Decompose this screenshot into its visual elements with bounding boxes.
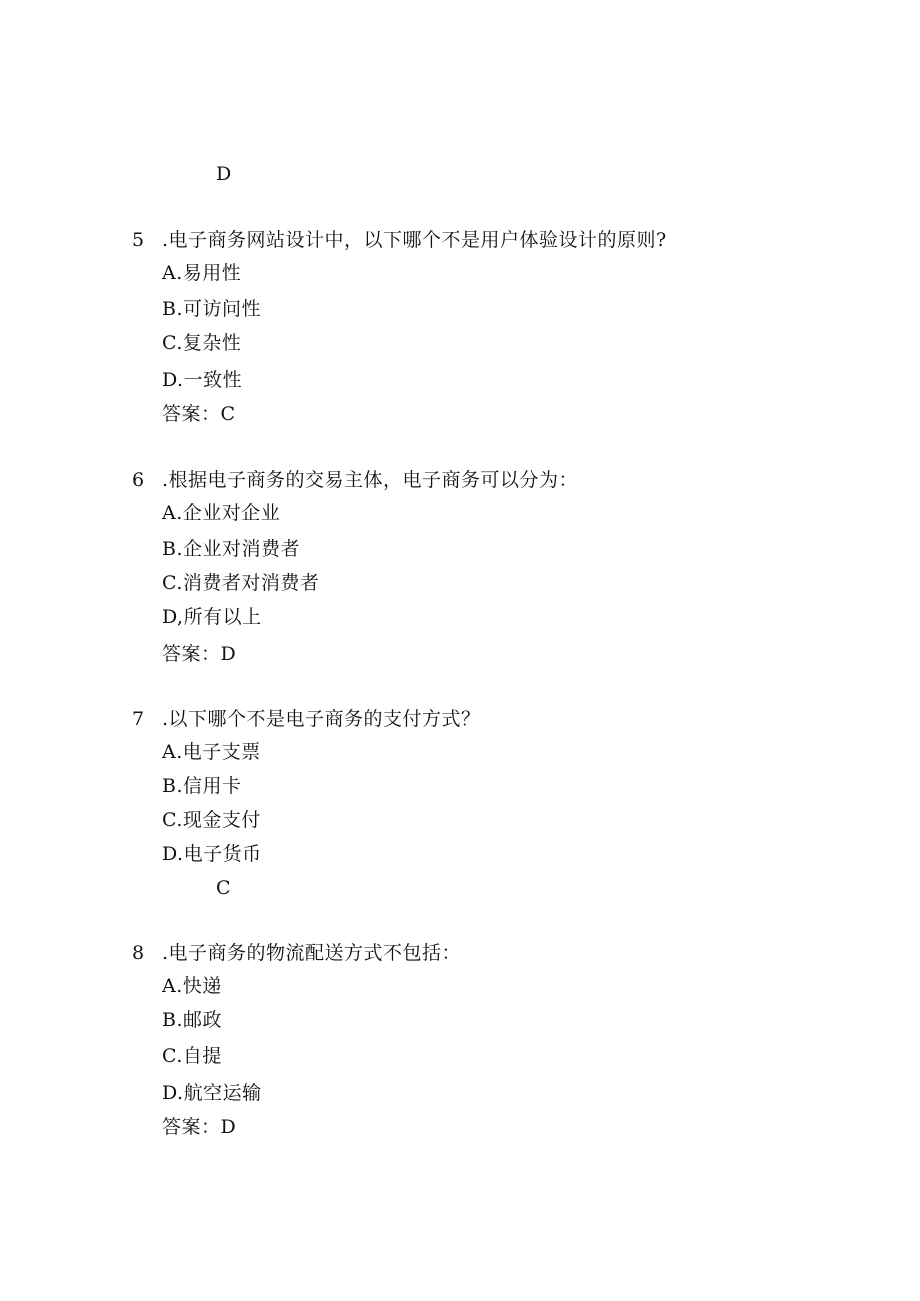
question-text: .电子商务网站设计中，以下哪个不是用户体验设计的原则? — [162, 229, 667, 251]
question-text: .根据电子商务的交易主体，电子商务可以分为： — [162, 469, 579, 491]
option-b: B.邮政 — [162, 1009, 223, 1031]
option-d: D.航空运输 — [162, 1082, 262, 1104]
option-a: A.易用性 — [162, 262, 242, 284]
question-text: .以下哪个不是电子商务的支付方式？ — [162, 708, 481, 730]
option-c: C.消费者对消费者 — [162, 572, 320, 594]
answer: C — [216, 877, 232, 899]
option-a: A.企业对企业 — [162, 502, 281, 524]
option-a: A.电子支票 — [162, 741, 261, 763]
option-c: C.现金支付 — [162, 809, 261, 831]
answer-fragment: D — [216, 163, 232, 185]
question-8 — [132, 941, 461, 965]
option-a: A.快递 — [162, 975, 222, 997]
option-d: D,所有以上 — [162, 606, 262, 628]
question-5 — [132, 228, 667, 252]
question-7 — [132, 707, 481, 731]
option-b: B.信用卡 — [162, 775, 242, 797]
answer: 答案：D — [162, 643, 237, 665]
question-6 — [132, 468, 578, 492]
option-c: C.自提 — [162, 1045, 222, 1067]
question-number: 7 — [132, 708, 145, 730]
question-number: 6 — [132, 469, 145, 491]
option-b: B.可访问性 — [162, 298, 262, 320]
answer: 答案：C — [162, 403, 236, 425]
question-number: 5 — [132, 229, 145, 251]
option-c: C.复杂性 — [162, 332, 242, 354]
option-d: D.电子货币 — [162, 843, 262, 865]
question-text: .电子商务的物流配送方式不包括： — [162, 942, 462, 964]
option-b: B.企业对消费者 — [162, 538, 301, 560]
option-d: D.一致性 — [162, 369, 243, 391]
question-number: 8 — [132, 942, 145, 964]
answer: 答案：D — [162, 1116, 237, 1138]
